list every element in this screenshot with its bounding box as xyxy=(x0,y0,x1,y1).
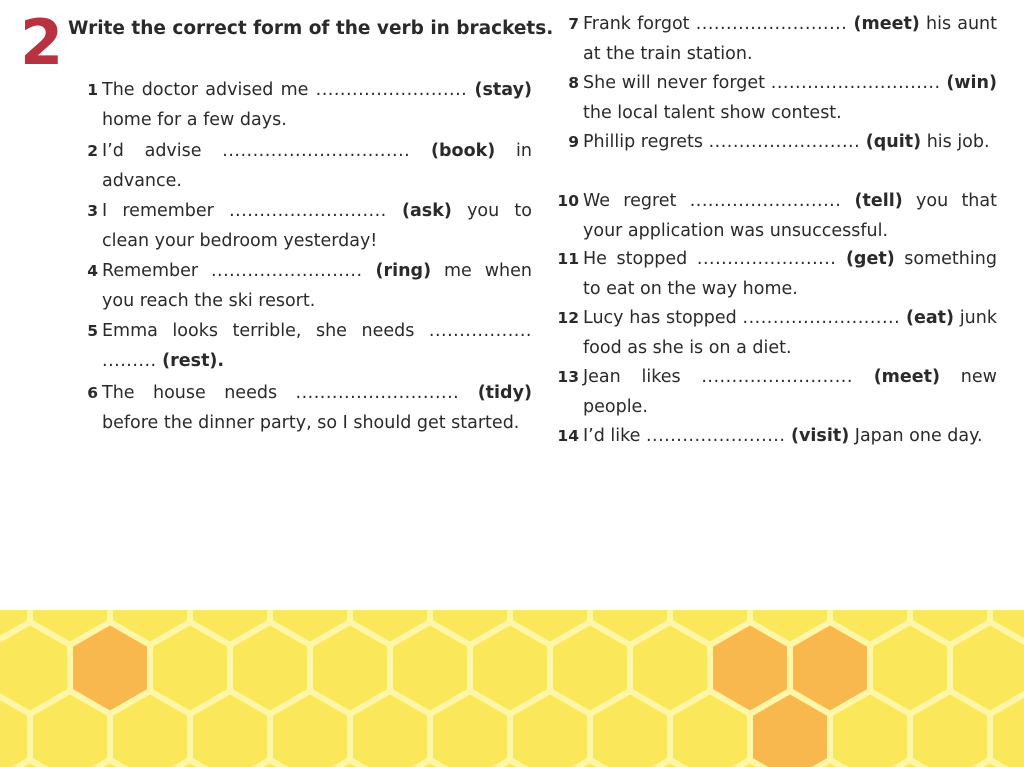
item-number: 5 xyxy=(87,322,98,340)
exercise-number: 2 xyxy=(20,6,64,79)
exercise-item xyxy=(557,304,997,363)
exercise-item xyxy=(568,69,997,128)
item-text: He stopped ....................... (get) something to eat on the way home. xyxy=(583,249,997,299)
item-text: I’d advise ............................... (book) in advance. xyxy=(102,141,532,191)
verb-cue: (stay) xyxy=(474,80,532,100)
answer-blank[interactable]: ....................... xyxy=(696,249,837,269)
exercise-item xyxy=(87,137,532,196)
item-number: 11 xyxy=(557,250,579,268)
item-number: 3 xyxy=(87,202,98,220)
exercise-item xyxy=(87,197,532,256)
verb-cue: (tidy) xyxy=(477,383,532,403)
exercise-item xyxy=(87,379,532,438)
item-number: 9 xyxy=(568,133,579,151)
verb-cue: (meet) xyxy=(873,367,941,387)
honeycomb-decoration xyxy=(0,610,1024,767)
exercise-item xyxy=(87,317,532,376)
item-text: Jean likes ......................... (meet) new people. xyxy=(583,367,997,417)
verb-cue: (eat) xyxy=(905,308,955,328)
verb-cue: (rest). xyxy=(162,350,225,371)
answer-blank[interactable]: ......................... xyxy=(701,367,853,387)
answer-blank[interactable]: ............................... xyxy=(222,141,411,161)
verb-cue: (book) xyxy=(431,141,496,161)
answer-blank[interactable]: ....................... xyxy=(645,426,786,446)
item-text: Lucy has stopped .......................... (eat) junk food as she is on a diet. xyxy=(583,308,997,358)
exercise-instruction: Write the correct form of the verb in brackets. xyxy=(68,18,554,39)
item-text: The doctor advised me ......................... (stay) home for a few days. xyxy=(102,80,532,130)
answer-blank[interactable]: ......................... xyxy=(689,191,842,211)
verb-cue: (quit) xyxy=(865,132,922,152)
verb-cue: (ask) xyxy=(401,201,452,221)
item-text: Frank forgot ......................... (meet) his aunt at the train station. xyxy=(583,14,997,64)
item-text: Phillip regrets ......................... (quit) his job. xyxy=(583,132,990,152)
item-number: 12 xyxy=(557,309,579,327)
answer-blank[interactable]: ............................ xyxy=(770,73,941,93)
exercise-item xyxy=(568,128,997,158)
exercise-item xyxy=(87,76,532,135)
verb-cue: (win) xyxy=(946,73,997,93)
item-number: 13 xyxy=(557,368,579,386)
item-number: 2 xyxy=(87,142,98,160)
verb-cue: (ring) xyxy=(375,261,432,281)
answer-blank[interactable]: .......................... xyxy=(229,201,387,221)
verb-cue: (meet) xyxy=(853,14,920,34)
item-text: Remember ......................... (ring) me when you reach the ski resort. xyxy=(102,261,532,311)
exercise-item xyxy=(557,245,997,304)
answer-blank[interactable]: ......................... xyxy=(695,14,848,34)
verb-cue: (tell) xyxy=(854,191,903,211)
answer-blank[interactable]: ........................... xyxy=(295,383,460,403)
answer-blank[interactable]: ................. ......... xyxy=(102,321,532,371)
item-number: 14 xyxy=(557,427,579,445)
answer-blank[interactable]: .......................... xyxy=(742,308,901,328)
item-text: I remember .......................... (ask) you to clean your bedroom yesterday! xyxy=(102,201,532,251)
item-text: Emma looks terrible, she needs ................. ......... (rest). xyxy=(102,321,532,371)
exercise-item xyxy=(557,422,997,452)
exercise-item xyxy=(87,257,532,316)
verb-cue: (visit) xyxy=(791,426,850,446)
item-number: 8 xyxy=(568,74,579,92)
answer-blank[interactable]: ......................... xyxy=(315,80,468,100)
item-text: We regret ......................... (tell) you that your application was unsuccessful. xyxy=(583,191,997,241)
item-number: 6 xyxy=(87,384,98,402)
exercise-item xyxy=(568,10,997,69)
item-text: The house needs ........................... (tidy) before the dinner party, so I should get started. xyxy=(102,383,532,433)
item-text: I’d like ....................... (visit) Japan one day. xyxy=(583,426,983,446)
item-number: 4 xyxy=(87,262,98,280)
item-number: 10 xyxy=(557,192,579,210)
item-number: 1 xyxy=(87,81,98,99)
verb-cue: (get) xyxy=(845,249,895,269)
answer-blank[interactable]: ......................... xyxy=(708,132,861,152)
item-number: 7 xyxy=(568,15,579,33)
answer-blank[interactable]: ......................... xyxy=(210,261,363,281)
item-text: She will never forget ............................ (win) the local talent show contest. xyxy=(583,73,997,123)
exercise-item xyxy=(557,187,997,246)
exercise-item xyxy=(557,363,997,422)
